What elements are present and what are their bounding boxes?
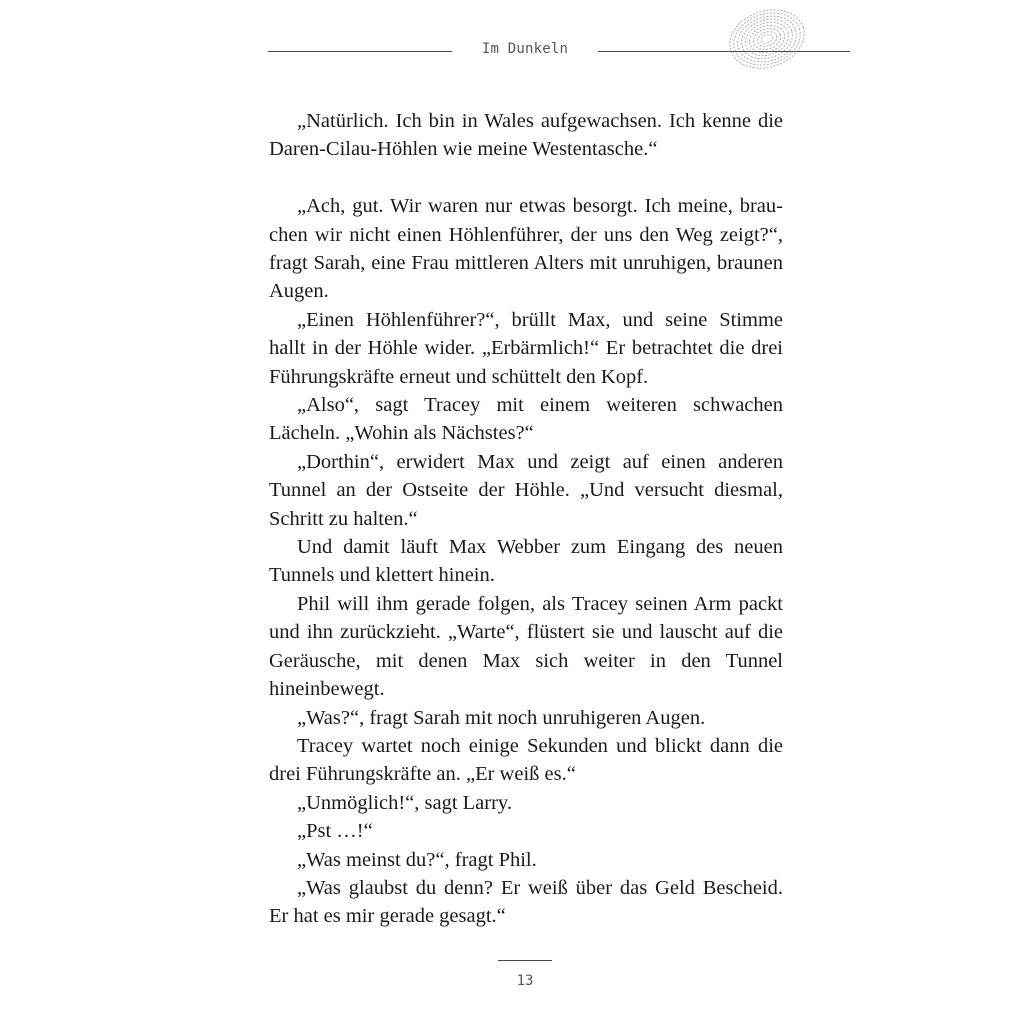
paragraph: „Ach, gut. Wir waren nur etwas besorgt. Ich meine, brauchen wir nicht einen Höhlenführer, der uns den Weg zeigt?“, fragt Sarah, eine Frau mittleren Alters mit unruhigen, braunen Augen. xyxy=(269,195,783,303)
paragraph: „Pst …!“ xyxy=(297,820,373,843)
paragraph: „Also“, sagt Tracey mit einem weiteren schwachen Lächeln. „Wohin als Nächstes?“ xyxy=(269,394,783,445)
paragraph: Und damit läuft Max Webber zum Eingang des neuen Tunnels und klettert hinein. xyxy=(269,536,783,587)
header-rule-left xyxy=(268,51,452,52)
paragraph: „Dorthin“, erwidert Max und zeigt auf einen anderen Tunnel an der Ostseite der Höhle. „Und versucht diesmal, Schritt zu halten.“ xyxy=(269,450,783,530)
paragraph: „Was glaubst du denn? Er weiß über das Geld Bescheid. Er hat es mir gerade gesagt.“ xyxy=(269,876,783,928)
paragraph: „Was?“, fragt Sarah mit noch unruhigeren Augen. xyxy=(297,706,706,729)
paragraph: „Was meinst du?“, fragt Phil. xyxy=(297,848,537,871)
paragraph: „Natürlich. Ich bin in Wales aufgewachsen. Ich kenne die Daren-Cilau-Höhlen wie meine Westentasche.“ xyxy=(269,110,783,161)
paragraph: „Einen Höhlenführer?“, brüllt Max, und seine Stimme hallt in der Höhle wider. „Erbärmlich!“ Er betrachtet die drei Führungskräfte erneut und schüttelt den Kopf. xyxy=(269,308,783,388)
footer-rule xyxy=(498,960,552,961)
paragraph: Phil will ihm gerade folgen, als Tracey seinen Arm packt und ihn zurückzieht. „Warte“, flüstert sie und lauscht auf die Geräusche, mit denen Max sich weiter in den Tunnel hineinbewegt. xyxy=(269,592,783,701)
page-header xyxy=(268,36,850,66)
running-head: Im Dunkeln xyxy=(481,41,569,57)
body-text xyxy=(269,107,783,931)
paragraph: Tracey wartet noch einige Sekunden und blickt dann die drei Führungskräfte an. „Er weiß es.“ xyxy=(269,734,783,786)
paragraph: „Unmöglich!“, sagt Larry. xyxy=(297,791,512,814)
page-number: 13 xyxy=(516,973,534,989)
fingerprint-icon xyxy=(720,6,815,72)
